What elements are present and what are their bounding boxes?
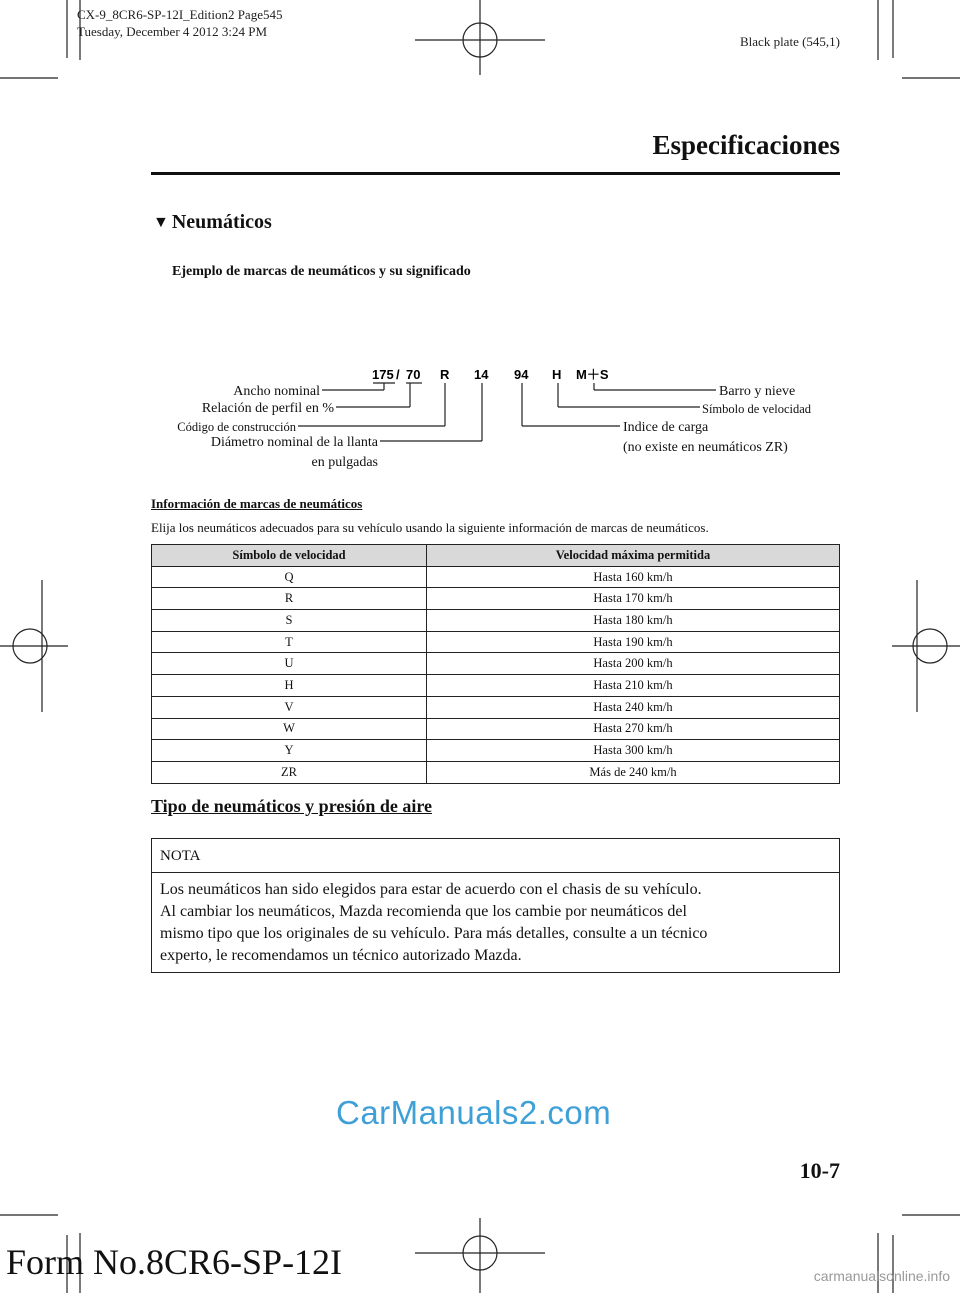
- table-row: [152, 761, 840, 783]
- table-cell-symbol: ZR: [152, 761, 427, 783]
- info-title: Información de marcas de neumáticos: [151, 496, 363, 511]
- label-simbolo-velocidad: Símbolo de velocidad: [702, 402, 812, 416]
- code-ratio: 70: [406, 367, 421, 382]
- code-speed: H: [552, 367, 562, 382]
- code-construction: R: [440, 367, 450, 382]
- label-en-pulgadas: en pulgadas: [311, 455, 378, 470]
- note-line: mismo tipo que los originales de su vehículo. Para más detalles, consulte a un técnico: [160, 925, 708, 942]
- code-width: 175: [372, 367, 394, 382]
- speed-symbol-table: [151, 544, 840, 784]
- table-row: [152, 588, 840, 610]
- header-rule: [151, 172, 840, 175]
- table-cell-symbol: H: [152, 675, 427, 697]
- table-cell-symbol: R: [152, 588, 427, 610]
- code-ms: M＋S: [576, 367, 609, 382]
- table-cell-symbol: W: [152, 718, 427, 740]
- label-codigo-construccion: Código de construcción: [177, 420, 296, 434]
- note-line: Los neumáticos han sido elegidos para estar de acuerdo con el chasis de su vehículo.: [160, 881, 702, 898]
- table-row: [152, 566, 840, 588]
- table-cell-speed: Hasta 160 km/h: [427, 566, 840, 588]
- table-cell-symbol: V: [152, 696, 427, 718]
- code-slash: /: [396, 367, 400, 382]
- page-title: Especificaciones: [652, 130, 840, 160]
- table-row: [152, 696, 840, 718]
- watermark-link[interactable]: CarManuals2.com: [336, 1094, 612, 1131]
- table-header-row: [152, 545, 840, 567]
- table-cell-symbol: S: [152, 610, 427, 632]
- table-cell-symbol: Q: [152, 566, 427, 588]
- table-cell-speed: Hasta 240 km/h: [427, 696, 840, 718]
- diagram-caption: Ejemplo de marcas de neumáticos y su significado: [172, 264, 471, 279]
- print-meta-date: Tuesday, December 4 2012 3:24 PM: [77, 24, 268, 39]
- label-no-existe-zr: (no existe en neumáticos ZR): [623, 440, 788, 455]
- table-header-symbol: Símbolo de velocidad: [152, 545, 427, 567]
- table-row: [152, 718, 840, 740]
- note-line: Al cambiar los neumáticos, Mazda recomienda que los cambie por neumáticos del: [160, 903, 687, 920]
- section-title-text: Neumáticos: [171, 211, 272, 233]
- table-row: [152, 631, 840, 653]
- table-row: [152, 653, 840, 675]
- table-cell-speed: Más de 240 km/h: [427, 761, 840, 783]
- label-relacion-perfil: Relación de perfil en %: [201, 401, 334, 416]
- table-cell-symbol: U: [152, 653, 427, 675]
- table-cell-speed: Hasta 180 km/h: [427, 610, 840, 632]
- table-cell-symbol: T: [152, 631, 427, 653]
- note-line: experto, le recomendamos un técnico autorizado Mazda.: [160, 947, 522, 964]
- form-number: Form No.8CR6-SP-12I: [6, 1242, 343, 1282]
- table-row: [152, 675, 840, 697]
- label-ancho-nominal: Ancho nominal: [233, 384, 320, 399]
- note-heading: NOTA: [152, 839, 839, 873]
- triangle-down-icon: ▼: [153, 214, 169, 231]
- table-header-max-speed: Velocidad máxima permitida: [427, 545, 840, 567]
- section-title: [153, 211, 272, 234]
- table-cell-speed: Hasta 300 km/h: [427, 740, 840, 762]
- label-barro-nieve: Barro y nieve: [719, 384, 796, 399]
- table-cell-speed: Hasta 200 km/h: [427, 653, 840, 675]
- subsection-title: Tipo de neumáticos y presión de aire: [151, 796, 433, 816]
- code-load: 94: [514, 367, 529, 382]
- label-indice-carga: Indice de carga: [623, 420, 709, 435]
- print-meta: [77, 6, 282, 40]
- label-diametro-llanta: Diámetro nominal de la llanta: [210, 435, 378, 450]
- note-body: [152, 873, 839, 967]
- print-meta-file: CX-9_8CR6-SP-12I_Edition2 Page545: [77, 7, 283, 22]
- site-watermark: carmanualsonline.info: [813, 1268, 950, 1284]
- table-row: [152, 610, 840, 632]
- tire-marking-diagram: [140, 355, 840, 480]
- table-row: [152, 740, 840, 762]
- info-description: Elija los neumáticos adecuados para su vehículo usando la siguiente información de marcas de neumáticos.: [151, 520, 709, 535]
- table-cell-speed: Hasta 270 km/h: [427, 718, 840, 740]
- page-number: 10-7: [799, 1158, 840, 1183]
- code-diameter: 14: [474, 367, 489, 382]
- plate-label: Black plate (545,1): [740, 34, 840, 49]
- note-box: [151, 838, 840, 973]
- table-cell-symbol: Y: [152, 740, 427, 762]
- table-cell-speed: Hasta 190 km/h: [427, 631, 840, 653]
- table-cell-speed: Hasta 210 km/h: [427, 675, 840, 697]
- table-cell-speed: Hasta 170 km/h: [427, 588, 840, 610]
